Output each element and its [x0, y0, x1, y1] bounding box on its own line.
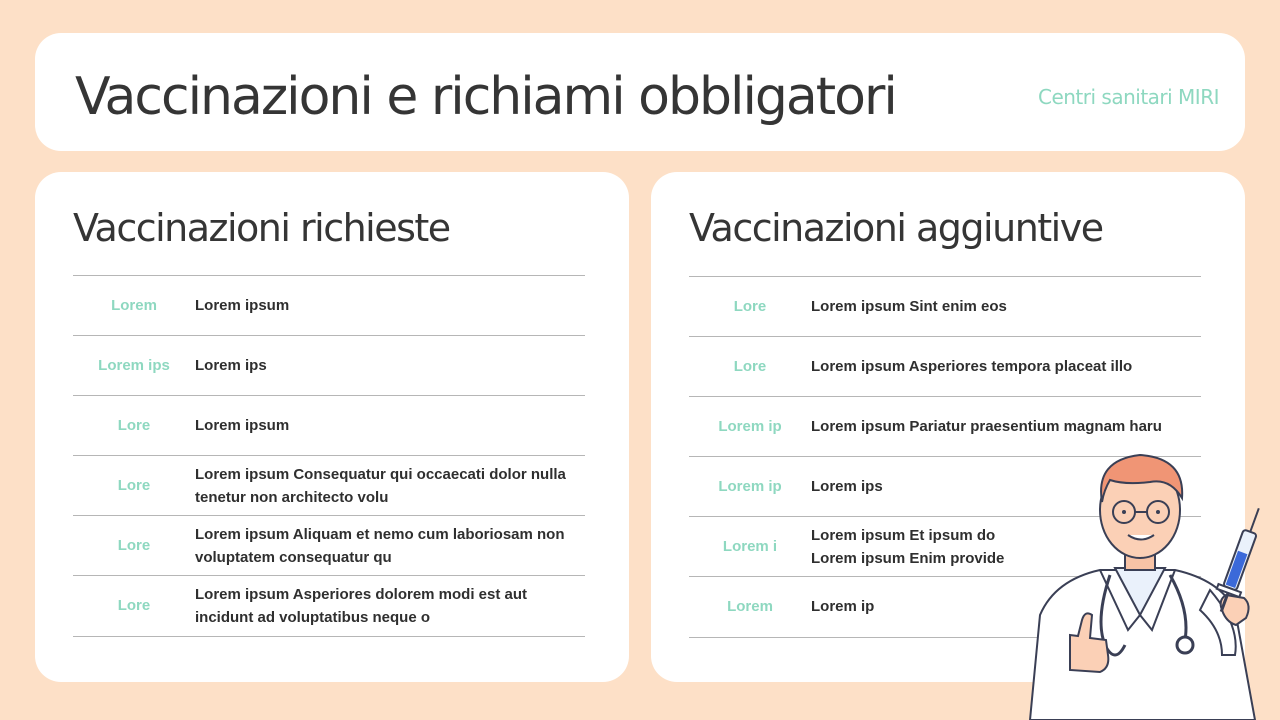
table-row [689, 276, 1201, 336]
row-key: Lorem ips [98, 357, 170, 374]
table-row [73, 275, 585, 335]
row-value: Lorem ipsum Consequatur qui occaecati dolor nulla tenetur non architecto volu [195, 465, 566, 506]
row-value: Lorem ipsum Asperiores dolorem modi est aut incidunt ad voluptatibus neque o [195, 585, 528, 626]
required-vaccines-table [73, 275, 585, 637]
row-value: Lorem ipsum [195, 297, 290, 314]
table-row [73, 395, 585, 455]
row-key: Lore [117, 417, 151, 434]
row-value: Lorem ipsum Et ipsum do Lorem ipsum Enim provide [811, 526, 1005, 567]
row-key: Lore [733, 358, 767, 375]
row-key: Lore [117, 537, 151, 554]
doctor-illustration [1000, 440, 1280, 720]
required-vaccines-card [35, 172, 629, 682]
panel-title: Vaccinazioni richieste [73, 206, 450, 250]
row-value: Lorem ips [811, 478, 883, 495]
panel-title: Vaccinazioni aggiuntive [689, 206, 1103, 250]
brand-label: Centri sanitari MIRI [1037, 85, 1219, 109]
row-value: Lorem ipsum Pariatur praesentium magnam haru [811, 418, 1162, 435]
row-value: Lorem ipsum Sint enim eos [811, 298, 1007, 315]
table-row [689, 336, 1201, 396]
table-row [73, 455, 585, 515]
row-key: Lorem [727, 598, 773, 616]
row-key: Lorem ip [718, 478, 782, 495]
table-row [73, 515, 585, 575]
header-card [35, 33, 1245, 151]
row-key: Lore [117, 597, 151, 615]
row-key: Lore [733, 298, 767, 315]
row-value: Lorem ipsum [195, 417, 290, 434]
row-value: Lorem ipsum Asperiores tempora placeat illo [811, 358, 1133, 375]
row-key: Lorem i [722, 538, 778, 555]
row-key: Lore [117, 477, 151, 494]
table-row [73, 575, 585, 637]
page-title: Vaccinazioni e richiami obbligatori [75, 67, 896, 127]
table-row [73, 335, 585, 395]
row-key: Lorem [111, 297, 157, 314]
row-value: Lorem ip [811, 598, 875, 616]
row-key: Lorem ip [718, 418, 782, 435]
row-value: Lorem ipsum Aliquam et nemo cum laboriosam non voluptatem consequatur qu [195, 525, 565, 566]
row-value: Lorem ips [195, 357, 267, 374]
